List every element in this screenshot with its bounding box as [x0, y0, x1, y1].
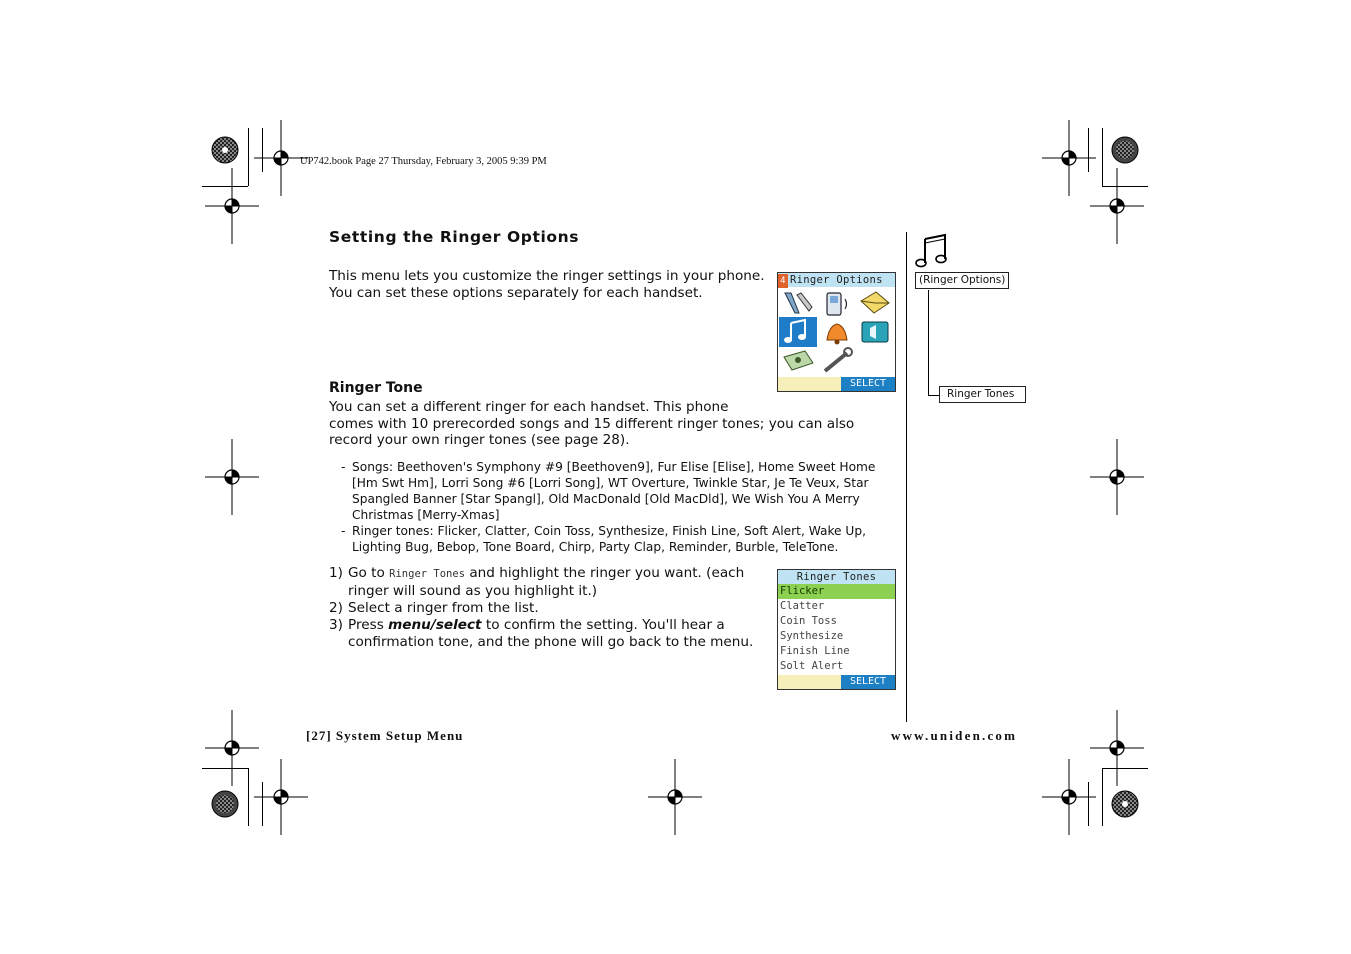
- reg-mark-icon: [1090, 168, 1144, 244]
- list-item[interactable]: Finish Line: [780, 645, 850, 657]
- envelope-icon: [858, 289, 892, 317]
- menu-tree-ringer-tones: Ringer Tones: [939, 386, 1026, 403]
- reg-mark-icon: [205, 439, 259, 515]
- page-indicator: 4: [778, 274, 788, 288]
- music-note-icon: [781, 318, 815, 346]
- lcd-title: Ringer Options: [790, 274, 883, 286]
- step-item: 2) Select a ringer from the list.: [329, 599, 539, 616]
- footer-url: www.uniden.com: [891, 728, 1018, 743]
- ringer-tone-heading: Ringer Tone: [329, 380, 423, 396]
- list-item-text: Ringer tones: Flicker, Clatter, Coin Toss, Synthesize, Finish Line, Soft Alert, Wake Up, Lighting Bug, Bebop, Tone Board, Chirp, Party Clap, Reminder, Burble, TeleTone.: [352, 524, 866, 555]
- reg-mark-icon: [205, 710, 259, 786]
- list-item-selected[interactable]: Flicker: [778, 584, 895, 599]
- tools-icon: [821, 347, 855, 375]
- list-item: - Songs: Beethoven's Symphony #9 [Beethoven9], Fur Elise [Elise], Home Sweet Home [Hm Swt Hm], Lorri Song #6 [Lorri Song], WT Overture, Twinkle Star, Je Te Veux, Star Spangled Banner [Star Spangl], Old MacDonald [Old MacDld], We Wish You A Merry Christmas [Merry-Xmas]: [341, 460, 876, 523]
- list-item[interactable]: Clatter: [780, 600, 825, 612]
- tree-connector: [928, 395, 939, 396]
- music-note-icon: [914, 232, 952, 268]
- select-softkey[interactable]: SELECT: [841, 377, 895, 391]
- footer-page-label: [27] System Setup Menu: [306, 728, 464, 743]
- handset-sound-icon: [821, 289, 855, 317]
- lcd-title: Ringer Tones: [778, 570, 895, 584]
- ringer-tone-body-line1: You can set a different ringer for each handset. This phone: [329, 399, 729, 415]
- list-item: - Ringer tones: Flicker, Clatter, Coin Toss, Synthesize, Finish Line, Soft Alert, Wake Up, Lighting Bug, Bebop, Tone Board, Chirp, Party Clap, Reminder, Burble, TeleTone.: [341, 524, 866, 555]
- lcd-ringer-options: [777, 272, 896, 392]
- starburst-icon: [212, 791, 238, 817]
- list-item[interactable]: Coin Toss: [780, 615, 837, 627]
- reg-mark-icon: [648, 759, 702, 835]
- wrench-phone-icon: [781, 289, 815, 317]
- money-icon: [781, 347, 815, 375]
- lcd-title-bar: [778, 273, 895, 287]
- list-item[interactable]: Solt Alert: [780, 660, 844, 672]
- steps-list: [329, 565, 769, 651]
- step-item: 3) Press menu/select to confirm the setting. You'll hear a confirmation tone, and the phone will go back to the menu.: [329, 616, 754, 650]
- ringer-tone-body: [329, 399, 899, 449]
- ringer-tone-body-rest: comes with 10 prerecorded songs and 15 different ringer tones; you can also record your own ringer tones (see page 28).: [329, 415, 855, 449]
- lcd-ringer-tones: [777, 569, 896, 690]
- menu-tree-ringer-options: (Ringer Options): [915, 272, 1009, 289]
- print-info: UP742.book Page 27 Thursday, February 3, 2005 9:39 PM: [300, 156, 547, 167]
- reg-mark-icon: [1042, 120, 1096, 196]
- reg-mark-icon: [1042, 759, 1096, 835]
- reg-mark-icon: [254, 759, 308, 835]
- key-name: menu/select: [388, 616, 482, 633]
- column-divider: [906, 232, 907, 722]
- starburst-icon: [1112, 791, 1138, 817]
- reg-mark-icon: [205, 168, 259, 244]
- intro-paragraph: This menu lets you customize the ringer settings in your phone. You can set these options separately for each handset.: [329, 268, 765, 301]
- tree-connector: [928, 290, 929, 395]
- starburst-icon: [212, 137, 238, 163]
- starburst-icon: [1112, 137, 1138, 163]
- section-title: Setting the Ringer Options: [329, 228, 580, 246]
- list-item[interactable]: Synthesize: [780, 630, 844, 642]
- list-item-text: Songs: Beethoven's Symphony #9 [Beethoven9], Fur Elise [Elise], Home Sweet Home [Hm Swt Hm], Lorri Song #6 [Lorri Song], WT Overture, Twinkle Star, Je Te Veux, Star Spangled Banner [Star Spangl], Old MacDonald [Old MacDld], We Wish You A Merry Christmas [Merry-Xmas]: [352, 460, 876, 523]
- speaker-icon: [858, 318, 892, 346]
- reg-mark-icon: [1090, 439, 1144, 515]
- select-softkey[interactable]: SELECT: [841, 675, 895, 689]
- reg-mark-icon: [1090, 710, 1144, 786]
- lcd-text: Ringer Tones: [389, 568, 466, 580]
- step-item: 1) Go to Ringer Tones and highlight the ringer you want. (each ringer will sound as you highlight it.): [329, 565, 745, 599]
- bell-icon: [821, 318, 855, 346]
- ringer-list: [341, 459, 897, 556]
